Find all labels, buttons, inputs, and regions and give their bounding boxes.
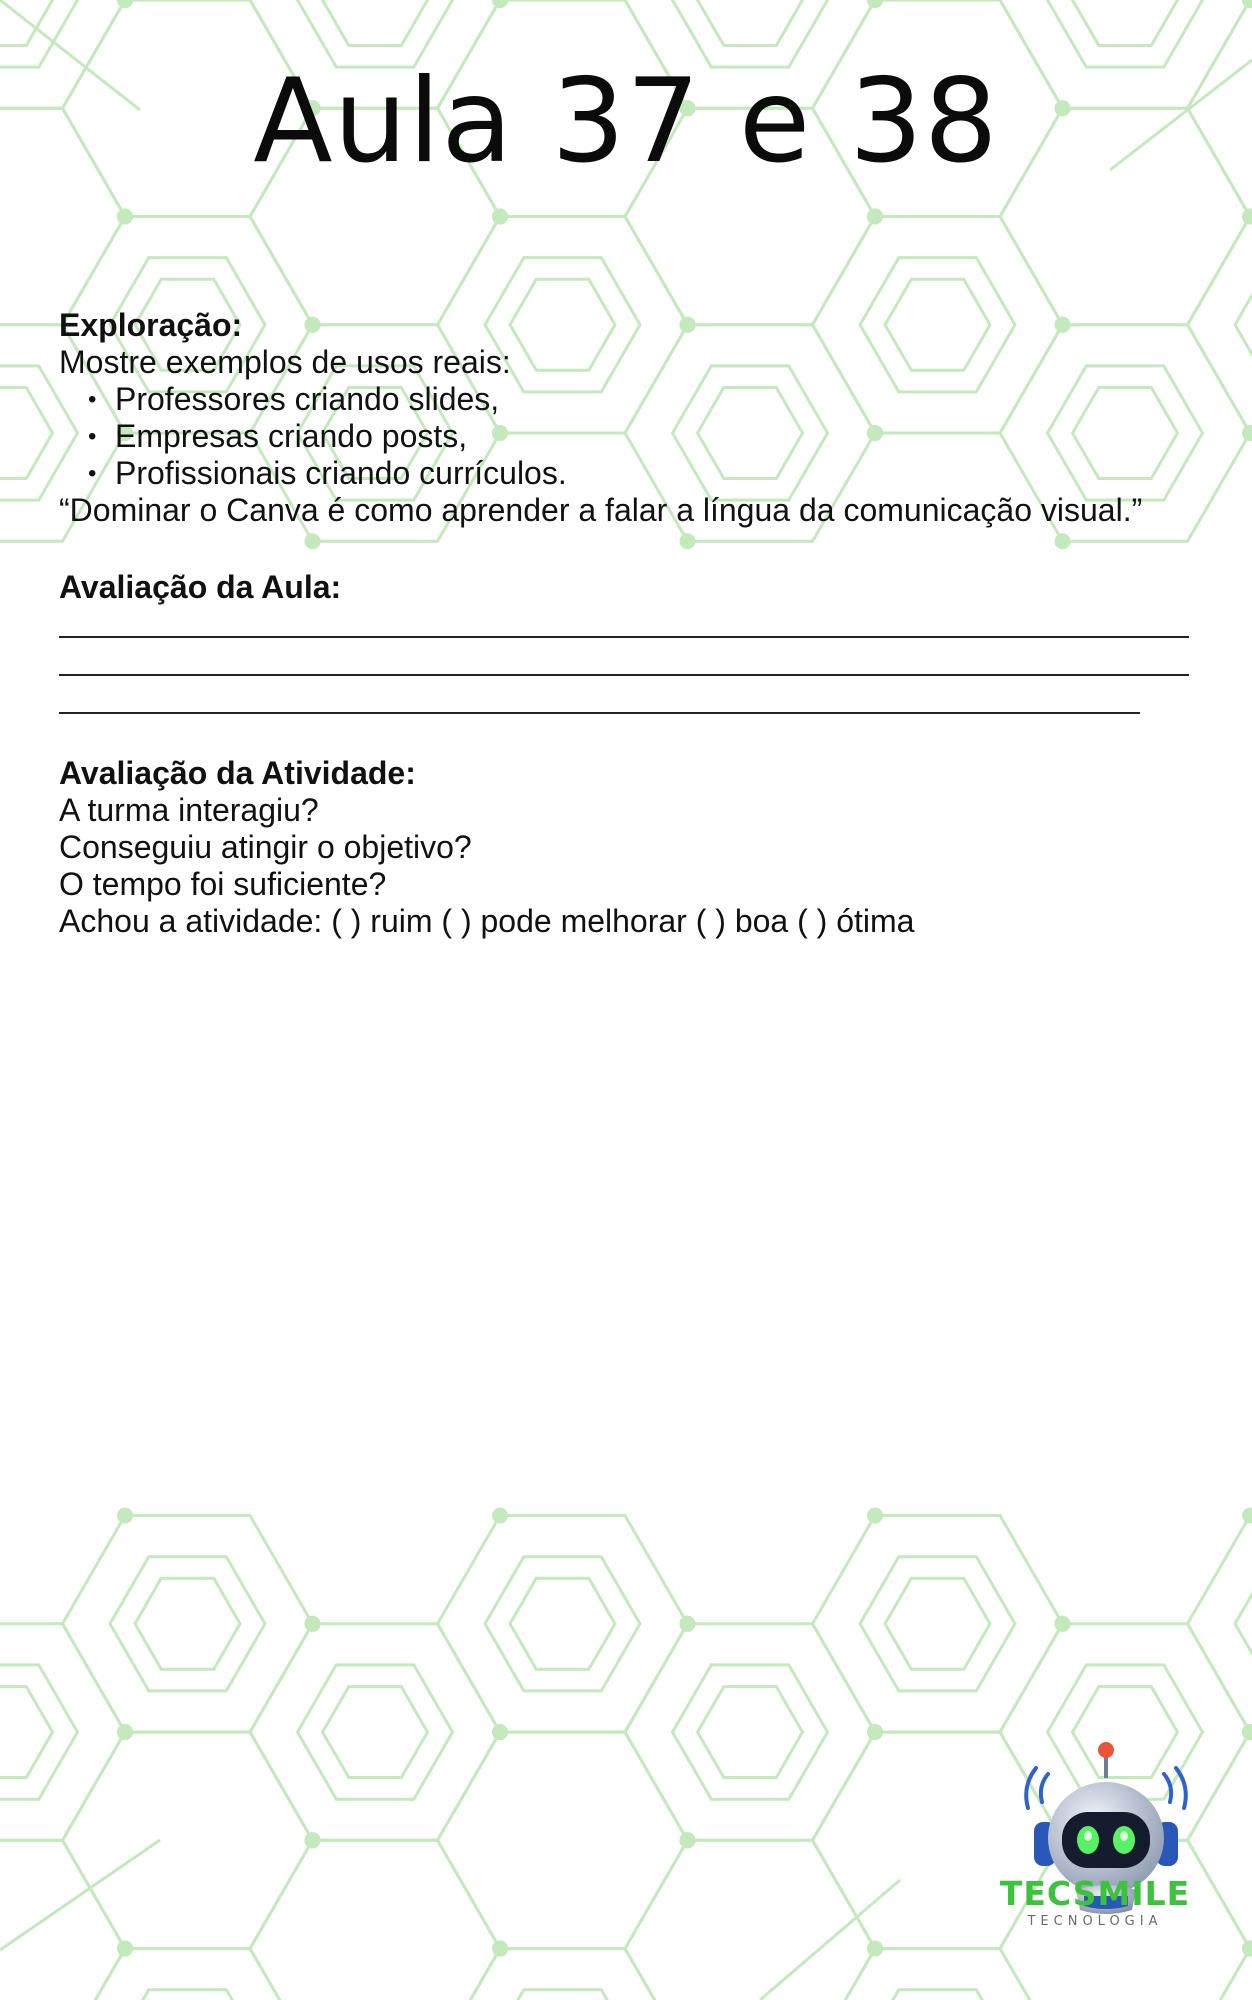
bullet-icon: •: [88, 386, 97, 413]
answer-line: [59, 712, 1140, 714]
exploration-intro: Mostre exemplos de usos reais:: [59, 344, 511, 380]
exploration-section: [59, 307, 1209, 529]
page-title: Aula 37 e 38: [253, 54, 999, 189]
lesson-evaluation-heading: Avaliação da Aula:: [59, 569, 342, 605]
activity-evaluation-heading: Avaliação da Atividade:: [59, 755, 416, 791]
answer-line: [59, 636, 1189, 638]
lesson-evaluation-section: [59, 569, 1209, 606]
bullet-icon: •: [88, 460, 97, 487]
activity-evaluation-section: [59, 755, 1209, 940]
rating-question: Achou a atividade: ( ) ruim ( ) pode melhorar ( ) boa ( ) ótima: [59, 903, 915, 939]
question-item: Conseguiu atingir o objetivo?: [59, 829, 472, 865]
exploration-list: [59, 381, 1209, 492]
exploration-quote: “Dominar o Canva é como aprender a falar a língua da comunicação visual.”: [59, 492, 1143, 528]
brand-subtitle: TECNOLOGIA: [1027, 1914, 1163, 1929]
brand-name: TECSMILE: [999, 1874, 1191, 1913]
list-item: • Professores criando slides,: [88, 381, 500, 417]
question-item: A turma interagiu?: [59, 792, 319, 828]
list-item: • Profissionais criando currículos.: [88, 455, 567, 491]
bullet-icon: •: [88, 423, 97, 450]
answer-line: [59, 674, 1189, 676]
question-item: O tempo foi suficiente?: [59, 866, 387, 902]
exploration-heading: Exploração:: [59, 307, 243, 343]
list-item: • Empresas criando posts,: [88, 418, 468, 454]
